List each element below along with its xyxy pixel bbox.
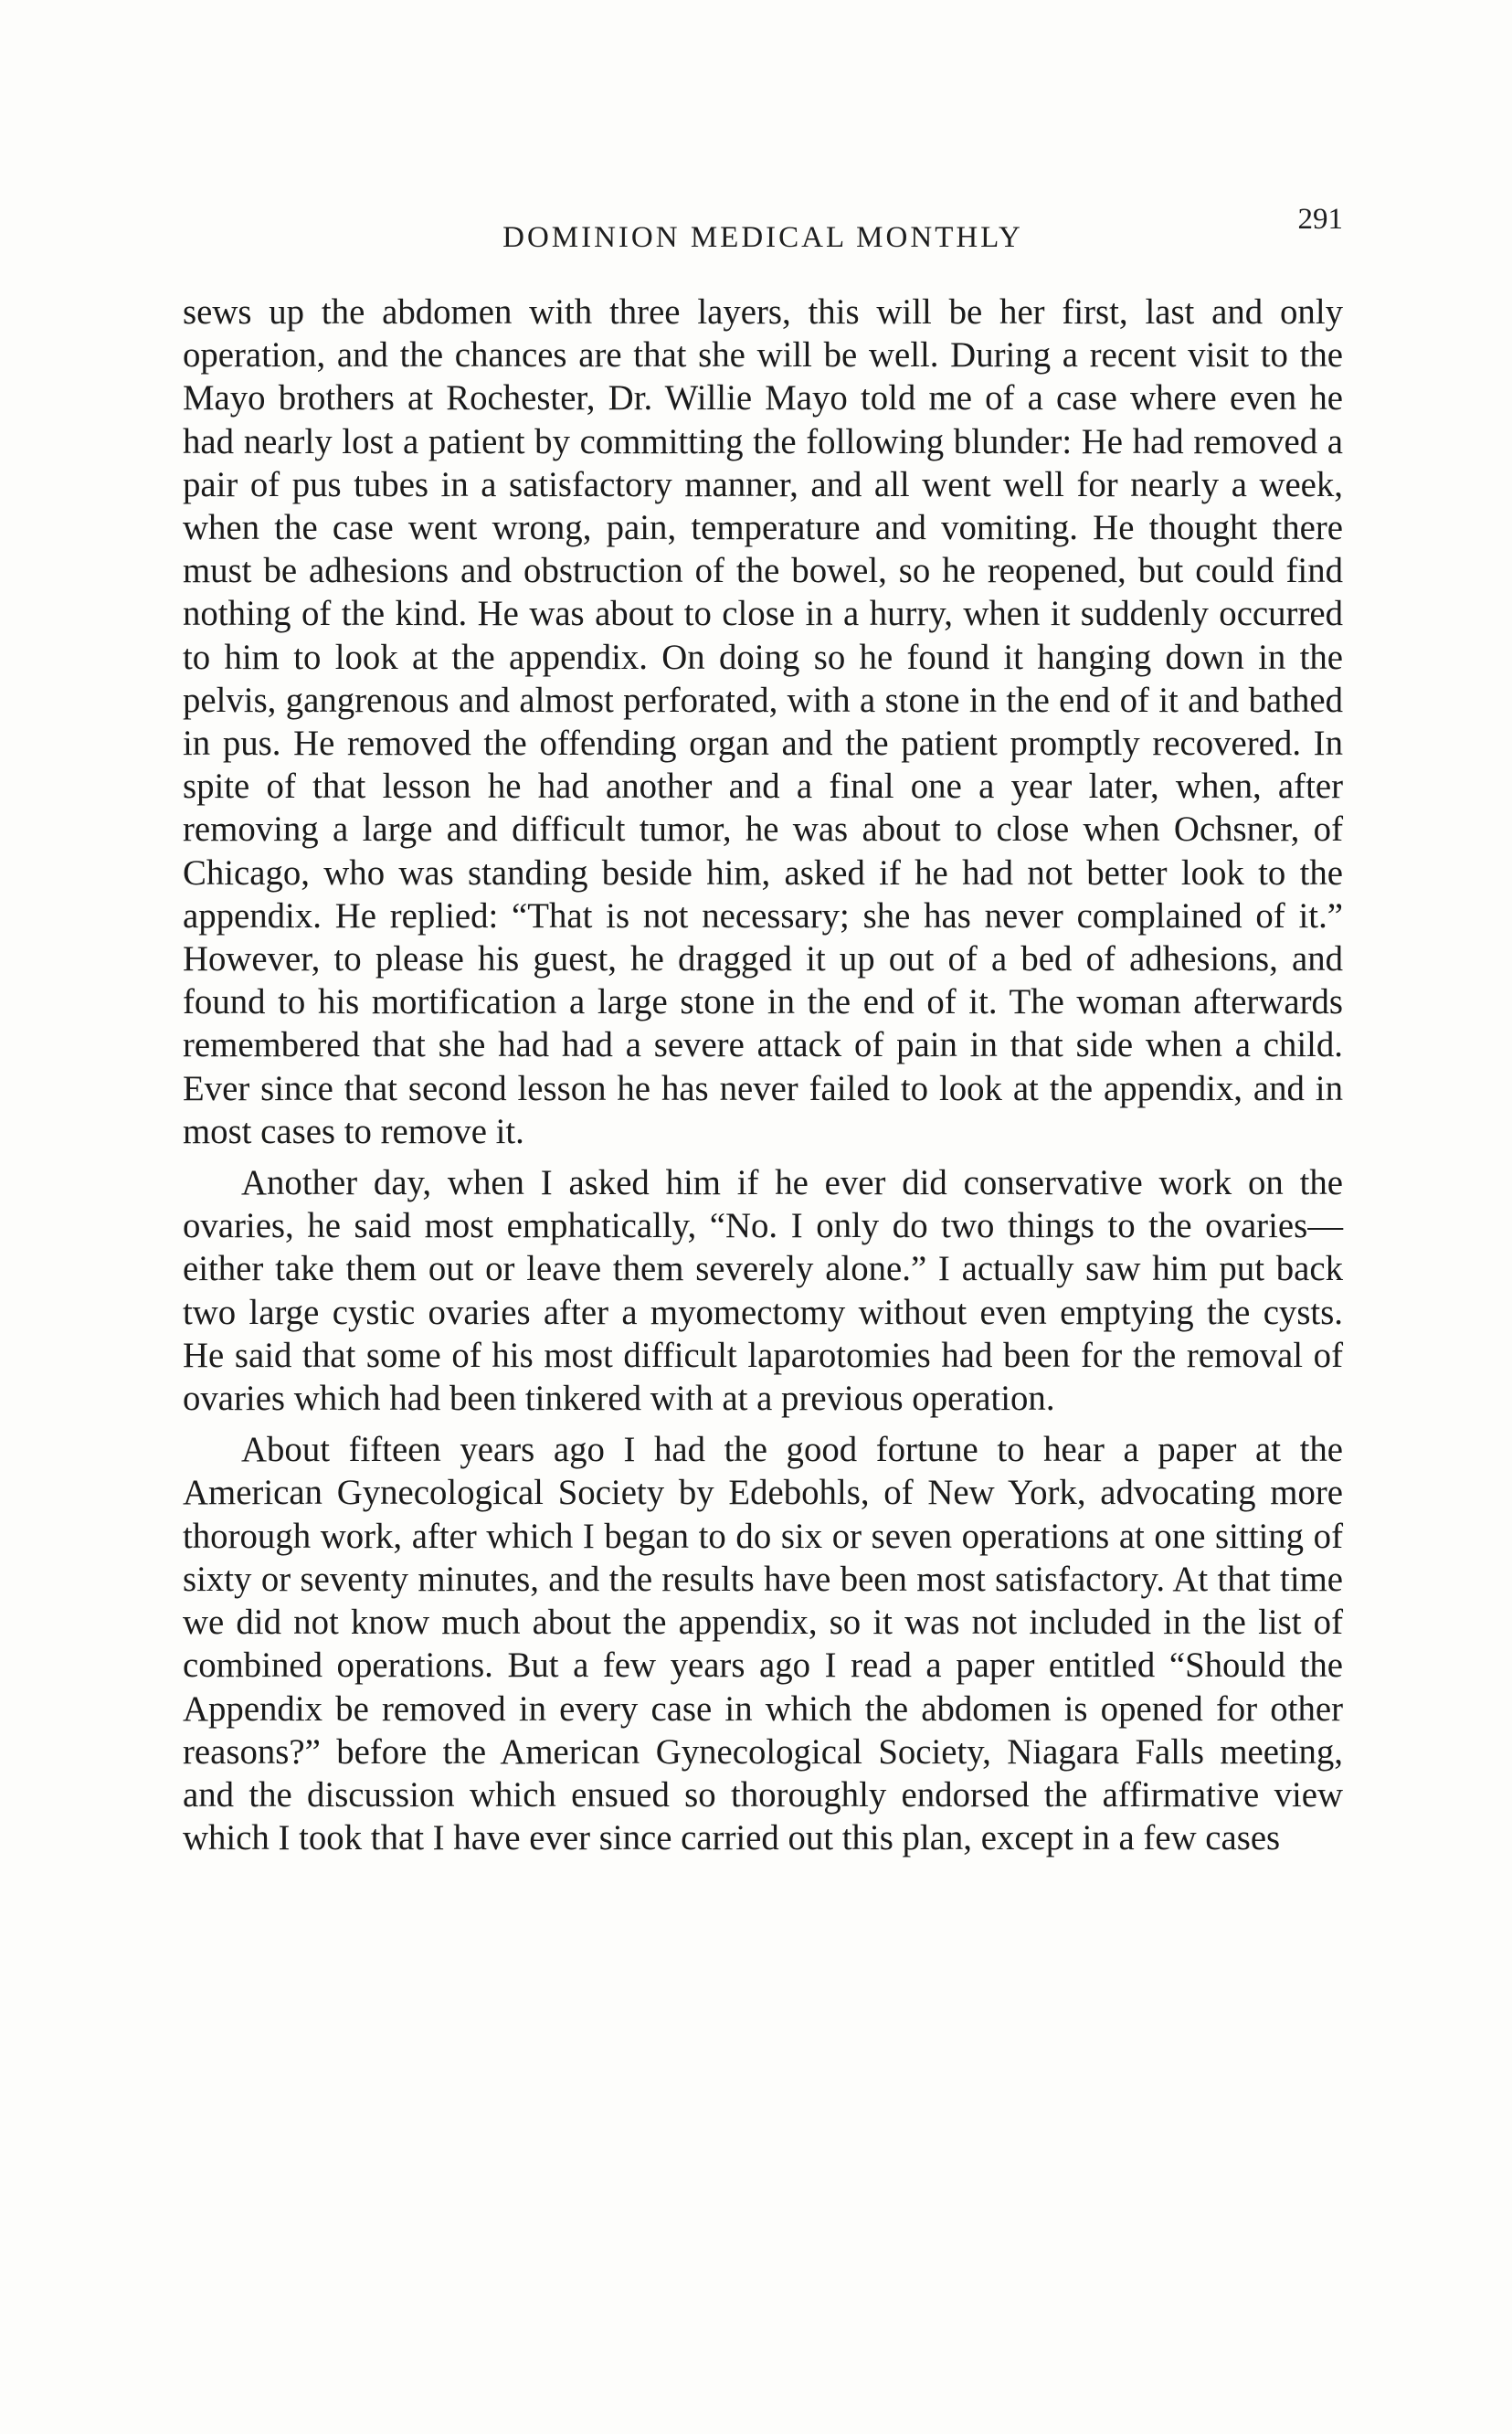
- journal-title: DOMINION MEDICAL MONTHLY: [502, 221, 1023, 254]
- paragraph-3: About fifteen years ago I had the good fortune to hear a paper at the American Gynecological Society by Edebohls, of New York, advocating more thorough work, after which I began to do six or seven operations at one sitting of sixty or seventy minutes, and the results have been most satisfactory. At that time we did not know much about the appendix, so it was not included in the list of combined operations. But a few years ago I read a paper entitled “Should the Appendix be removed in every case in which the abdomen is opened for other reasons?” before the American Gynecological Society, Niagara Falls meeting, and the discussion which ensued so thoroughly endorsed the affirmative view which I took that I have ever since carried out this plan, except in a few cases: [183, 1430, 1343, 1858]
- body-text: [183, 291, 1343, 1859]
- paragraph-1: sews up the abdomen with three layers, this will be her first, last and only operation, and the chances are that she will be well. During a recent visit to the Mayo brothers at Rochester, Dr. Willie Mayo told me of a case where even he had nearly lost a patient by committing the following blunder: He had removed a pair of pus tubes in a satisfactory manner, and all went well for nearly a week, when the case went wrong, pain, temperature and vomiting. He thought there must be adhesions and obstruction of the bowel, so he reopened, but could find nothing of the kind. He was about to close in a hurry, when it suddenly occurred to him to look at the appendix. On doing so he found it hanging down in the pelvis, gangrenous and almost perforated, with a stone in the end of it and bathed in pus. He removed the offending organ and the patient promptly recovered. In spite of that lesson he had another and a final one a year later, when, after removing a large and difficult tumor, he was about to close when Ochsner, of Chicago, who was standing beside him, asked if he had not better look to the appendix. He replied: “That is not necessary; she has never complained of it.” However, to please his guest, he dragged it up out of a bed of adhesions, and found to his mortification a large stone in the end of it. The woman afterwards remembered that she had had a severe attack of pain in that side when a child. Ever since that second lesson he has never failed to look at the appendix, and in most cases to remove it.: [183, 292, 1343, 1151]
- paragraph-2: Another day, when I asked him if he ever did conservative work on the ovaries, he said most emphatically, “No. I only do two things to the ovaries—either take them out or leave them severely alone.” I actually saw him put back two large cystic ovaries after a myomectomy without even emptying the cysts. He said that some of his most difficult laparotomies had been for the removal of ovaries which had been tinkered with at a previous operation.: [183, 1163, 1343, 1419]
- running-head: [183, 203, 1343, 267]
- page-number: 291: [1297, 203, 1343, 236]
